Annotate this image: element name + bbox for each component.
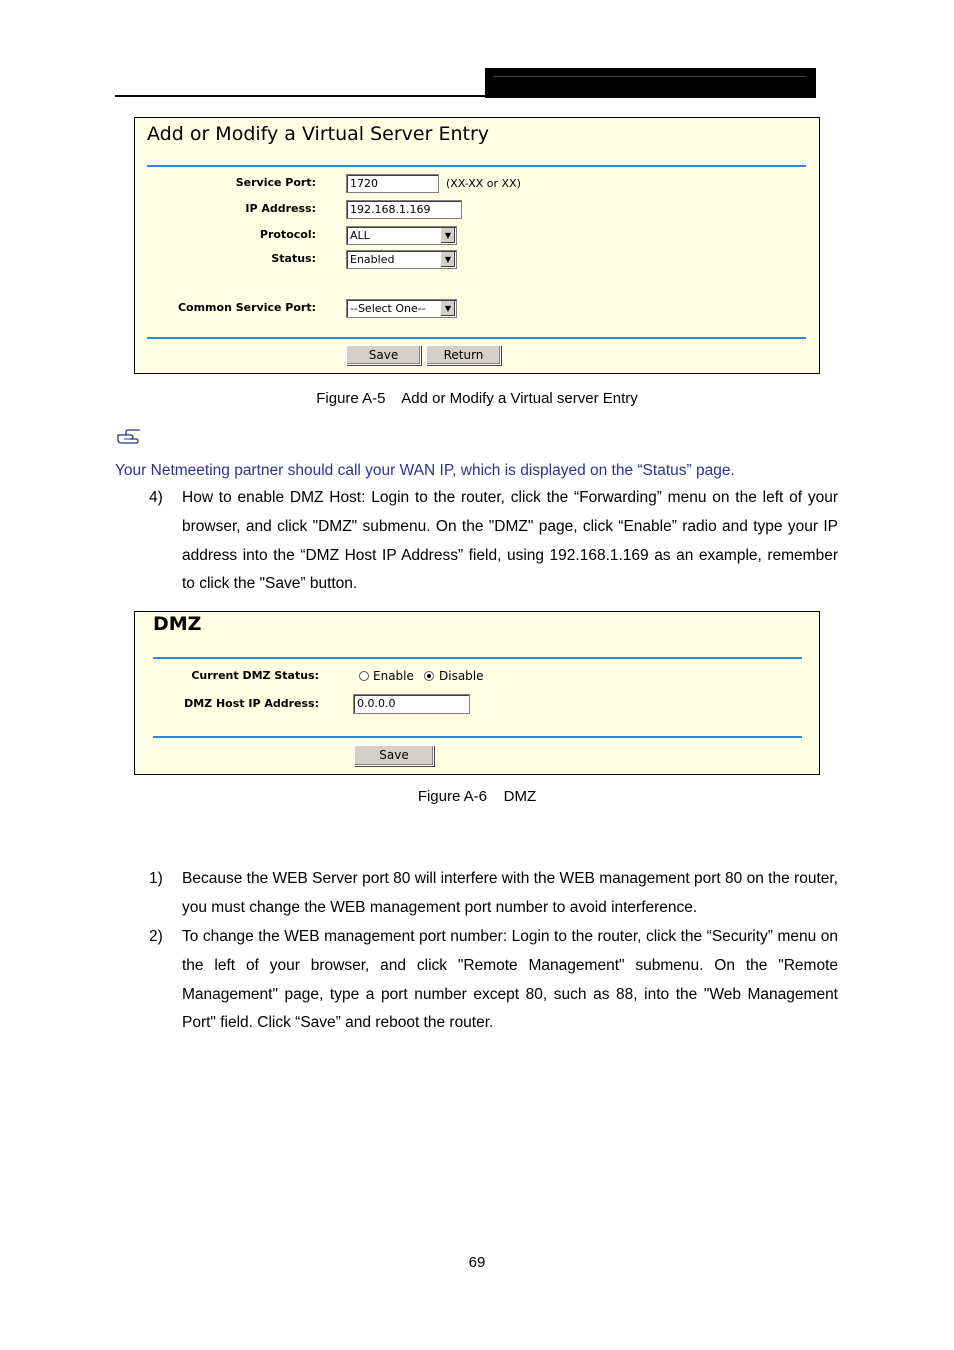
save-button[interactable]: Save: [354, 745, 434, 766]
pointing-hand-icon: [116, 429, 142, 447]
return-button[interactable]: Return: [426, 345, 501, 365]
panel-title: DMZ: [153, 613, 202, 635]
common-service-port-value: --Select One--: [350, 302, 426, 315]
dropdown-arrow-icon[interactable]: ▼: [440, 252, 455, 267]
enable-label: Enable: [373, 669, 414, 683]
common-service-port-select[interactable]: [346, 299, 457, 318]
divider: [147, 165, 806, 167]
status-label: Status:: [271, 252, 316, 265]
save-button[interactable]: Save: [346, 345, 421, 365]
figure-a6-caption: Figure A-6 DMZ: [417, 788, 537, 805]
step-number: 1): [149, 870, 163, 887]
note-text: Your Netmeeting partner should call your WAN IP, which is displayed on the “Status” page.: [115, 462, 735, 479]
status-select[interactable]: [346, 250, 457, 269]
dropdown-arrow-icon[interactable]: ▼: [440, 228, 455, 243]
ip-address-input[interactable]: 192.168.1.169: [346, 200, 462, 219]
divider: [153, 657, 802, 659]
header-bar: [485, 68, 816, 98]
divider: [153, 736, 802, 738]
page-number: 69: [468, 1254, 486, 1271]
figure-a5-caption: Figure A-5 Add or Modify a Virtual server Entry: [316, 390, 638, 407]
step-number: 4): [149, 489, 163, 506]
protocol-value: ALL: [350, 229, 370, 242]
panel-title: Add or Modify a Virtual Server Entry: [147, 123, 489, 145]
common-service-port-label: Common Service Port:: [177, 301, 316, 314]
dmz-panel: [134, 611, 820, 775]
step-text: How to enable DMZ Host: Login to the router, click the “Forwarding” menu on the left of your browser, and click "DMZ" submenu. On the "DMZ" page, click “Enable” radio and type your IP address into the “DMZ Host IP Address” field, using 192.168.1.169 as an example, remember to click the "Save” button.: [182, 489, 838, 593]
step-number: 2): [149, 928, 163, 945]
step-text: To change the WEB management port number: Login to the router, click the “Security” menu on the left of your browser, and click "Remote Management" submenu. On the "Remote Management" page, type a port number except 80, such as 88, into the "Web Management Port" field. Click “Save” and reboot the router.: [182, 928, 838, 1032]
ip-address-label: IP Address:: [245, 202, 316, 215]
header-rule: [115, 95, 485, 97]
divider: [147, 337, 806, 339]
service-port-input[interactable]: 1720: [346, 174, 439, 193]
dmz-host-ip-input[interactable]: 0.0.0.0: [353, 694, 470, 714]
status-value: Enabled: [350, 253, 395, 266]
dmz-status-label: Current DMZ Status:: [191, 669, 319, 682]
disable-radio[interactable]: [424, 671, 434, 681]
dmz-host-ip-label: DMZ Host IP Address:: [184, 697, 319, 710]
virtual-server-panel: [134, 117, 820, 374]
dropdown-arrow-icon[interactable]: ▼: [440, 301, 455, 316]
service-port-label: Service Port:: [235, 176, 316, 189]
service-port-hint: (XX-XX or XX): [446, 177, 521, 190]
step-text: Because the WEB Server port 80 will interfere with the WEB management port 80 on the router, you must change the WEB management port number to avoid interference.: [182, 870, 838, 916]
enable-radio[interactable]: [359, 671, 369, 681]
disable-label: Disable: [439, 669, 484, 683]
protocol-select[interactable]: [346, 226, 457, 245]
protocol-label: Protocol:: [259, 228, 316, 241]
